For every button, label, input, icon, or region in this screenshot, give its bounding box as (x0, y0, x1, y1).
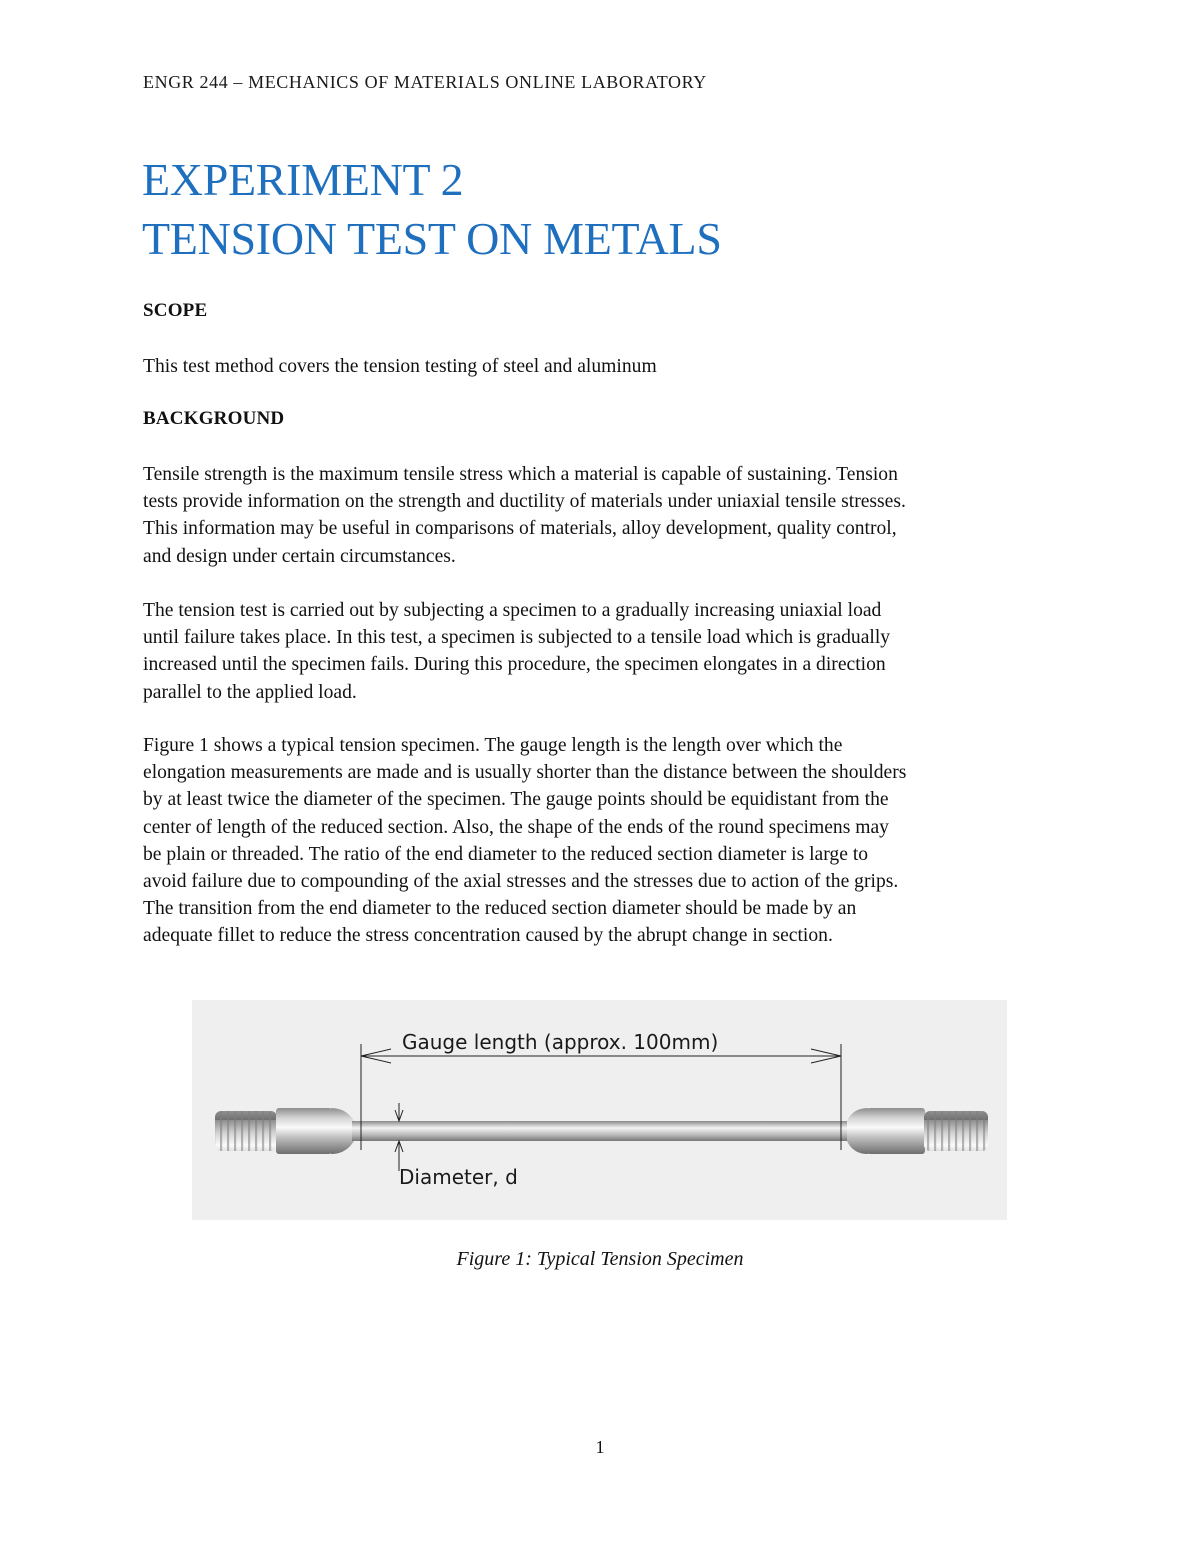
tension-specimen-illustration (192, 1000, 1007, 1220)
document-title (142, 150, 722, 268)
title-line-1: EXPERIMENT 2 (142, 154, 464, 205)
paragraph-line: parallel to the applied load. (143, 681, 357, 703)
gauge-length-label: Gauge length (approx. 100mm) (402, 1030, 719, 1054)
scope-text (143, 353, 1073, 380)
paragraph-line: and design under certain circumstances. (143, 545, 456, 567)
title-line-2: TENSION TEST ON METALS (142, 213, 722, 264)
figure-caption: Figure 1: Typical Tension Specimen (456, 1248, 744, 1270)
paragraph-line: tests provide information on the strength and ductility of materials under uniaxial tensile stresses. (143, 491, 906, 513)
background-heading: BACKGROUND (143, 408, 285, 429)
background-paragraph-3 (143, 732, 1073, 950)
scope-heading: SCOPE (143, 300, 208, 321)
right-fillet (847, 1108, 868, 1154)
paragraph-line: Figure 1 shows a typical tension specimen. The gauge length is the length over which the (143, 735, 843, 756)
paragraph-line: until failure takes place. In this test, a specimen is subjected to a tensile load which is gradually (143, 627, 891, 649)
reduced-section (352, 1121, 849, 1141)
paragraph-line: avoid failure due to compounding of the axial stresses and the stresses due to action of the grips. (143, 871, 899, 893)
tension-specimen-figure (192, 1000, 1007, 1220)
paragraph-line: elongation measurements are made and is usually shorter than the distance between the shoulders (143, 762, 907, 784)
paragraph-line: The tension test is carried out by subjecting a specimen to a gradually increasing uniaxial load (143, 600, 882, 621)
paragraph-line: This information may be useful in comparisons of materials, alloy development, quality control, (143, 518, 897, 540)
paragraph-line: center of length of the reduced section. Also, the shape of the ends of the round specimens may (143, 816, 889, 838)
diameter-top-arrow (395, 1103, 403, 1121)
right-threaded-end (924, 1111, 988, 1151)
page-number: 1 (595, 1437, 605, 1457)
diameter-label: Diameter, d (399, 1165, 518, 1189)
right-shoulder (867, 1108, 925, 1154)
left-fillet (331, 1108, 354, 1154)
background-paragraph-2 (143, 597, 1073, 706)
paragraph-line: be plain or threaded. The ratio of the end diameter to the reduced section diameter is large to (143, 843, 869, 865)
left-threaded-end (215, 1111, 277, 1151)
paragraph-line: Tensile strength is the maximum tensile stress which a material is capable of sustaining. Tension (143, 464, 898, 485)
paragraph-line: by at least twice the diameter of the specimen. The gauge points should be equidistant from the (143, 789, 889, 811)
background-paragraph-1 (143, 461, 1073, 570)
paragraph-line: adequate fillet to reduce the stress concentration caused by the abrupt change in section. (143, 925, 833, 947)
paragraph-line: The transition from the end diameter to the reduced section diameter should be made by an (143, 898, 857, 920)
left-shoulder (276, 1108, 332, 1154)
page-header: ENGR 244 – MECHANICS OF MATERIALS ONLINE LABORATORY (143, 72, 707, 92)
paragraph-line: increased until the specimen fails. During this procedure, the specimen elongates in a direction (143, 654, 886, 676)
scope-line: This test method covers the tension testing of steel and aluminum (143, 356, 657, 377)
